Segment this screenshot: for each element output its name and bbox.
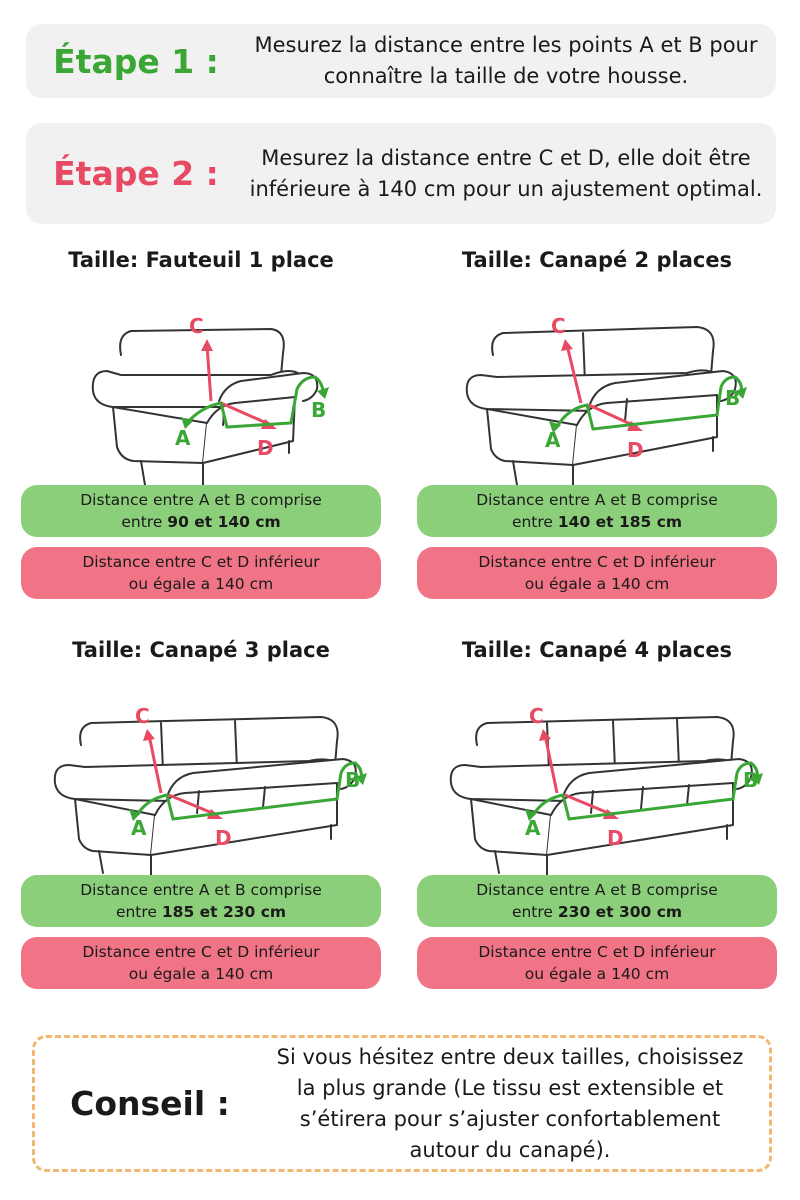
label-a: A [525,816,541,840]
size-card-4-seater [417,635,777,989]
card-title: Taille: Canapé 4 places [461,638,733,662]
step-2-label: Étape 2 : [53,154,219,193]
ab-range: 185 et 230 cm [161,903,287,921]
cd-limit-pill [417,937,777,989]
ab-prefix: entre [511,513,558,531]
ab-range: 140 et 185 cm [557,513,683,531]
card-title: Taille: Fauteuil 1 place [68,248,334,272]
step-2-text: Mesurez la distance entre C et D, elle doit être inférieure à 140 cm pour un ajustement optimal. [249,145,763,201]
label-a: A [545,428,561,452]
ab-range: 230 et 300 cm [557,903,683,921]
size-card-2-seater [417,245,777,599]
cd-line-1: Distance entre C et D inférieur [82,943,320,961]
cd-line-1: Distance entre C et D inférieur [478,553,716,571]
ab-text: Distance entre A et B comprise [476,491,718,509]
ab-text: Distance entre A et B comprise [80,881,322,899]
cd-line-2: ou égale a 140 cm [128,575,274,593]
sofa-4-seater-illustration [417,665,777,875]
label-d: D [627,438,644,462]
cd-limit-pill [21,937,381,989]
step-1-label: Étape 1 : [53,41,219,81]
ab-text: Distance entre A et B comprise [476,881,718,899]
cd-line-2: ou égale a 140 cm [524,965,670,983]
step-2-box [26,123,776,224]
label-b: B [725,386,741,410]
ab-range-pill [417,485,777,537]
cd-line-1: Distance entre C et D inférieur [478,943,716,961]
tip-label: Conseil : [70,1084,230,1123]
cd-line-1: Distance entre C et D inférieur [82,553,320,571]
label-a: A [175,426,191,450]
cd-line-2: ou égale a 140 cm [128,965,274,983]
sofa-2-seater-illustration [417,275,777,485]
size-card-armchair [21,245,381,599]
ab-range-pill [21,875,381,927]
sofa-3-seater-illustration [21,665,381,875]
armchair-illustration [21,275,381,485]
label-c: C [551,314,566,338]
size-card-3-seater [21,635,381,989]
ab-prefix: entre [115,903,162,921]
card-title: Taille: Canapé 3 place [72,638,330,662]
tip-box [32,1035,772,1172]
cd-limit-pill [21,547,381,599]
ab-prefix: entre [121,513,168,531]
step-1-box [26,24,776,98]
label-c: C [529,704,544,728]
ab-range-pill [417,875,777,927]
tip-text: Si vous hésitez entre deux tailles, choisissez la plus grande (Le tissu est extensible et s’étirera pour s’ajuster confortablement autour du canapé). [276,1044,744,1162]
label-c: C [135,704,150,728]
cd-line-2: ou égale a 140 cm [524,575,670,593]
ab-range: 90 et 140 cm [167,513,281,531]
label-b: B [311,398,327,422]
label-a: A [131,816,147,840]
cd-limit-pill [417,547,777,599]
label-d: D [215,826,232,850]
label-d: D [257,436,274,460]
ab-text: Distance entre A et B comprise [80,491,322,509]
card-title: Taille: Canapé 2 places [461,248,733,272]
ab-range-pill [21,485,381,537]
label-b: B [743,768,759,792]
label-d: D [607,826,624,850]
label-c: C [189,314,204,338]
step-1-text: Mesurez la distance entre les points A et B pour connaître la taille de votre housse. [254,33,758,88]
ab-prefix: entre [511,903,558,921]
label-b: B [345,768,361,792]
